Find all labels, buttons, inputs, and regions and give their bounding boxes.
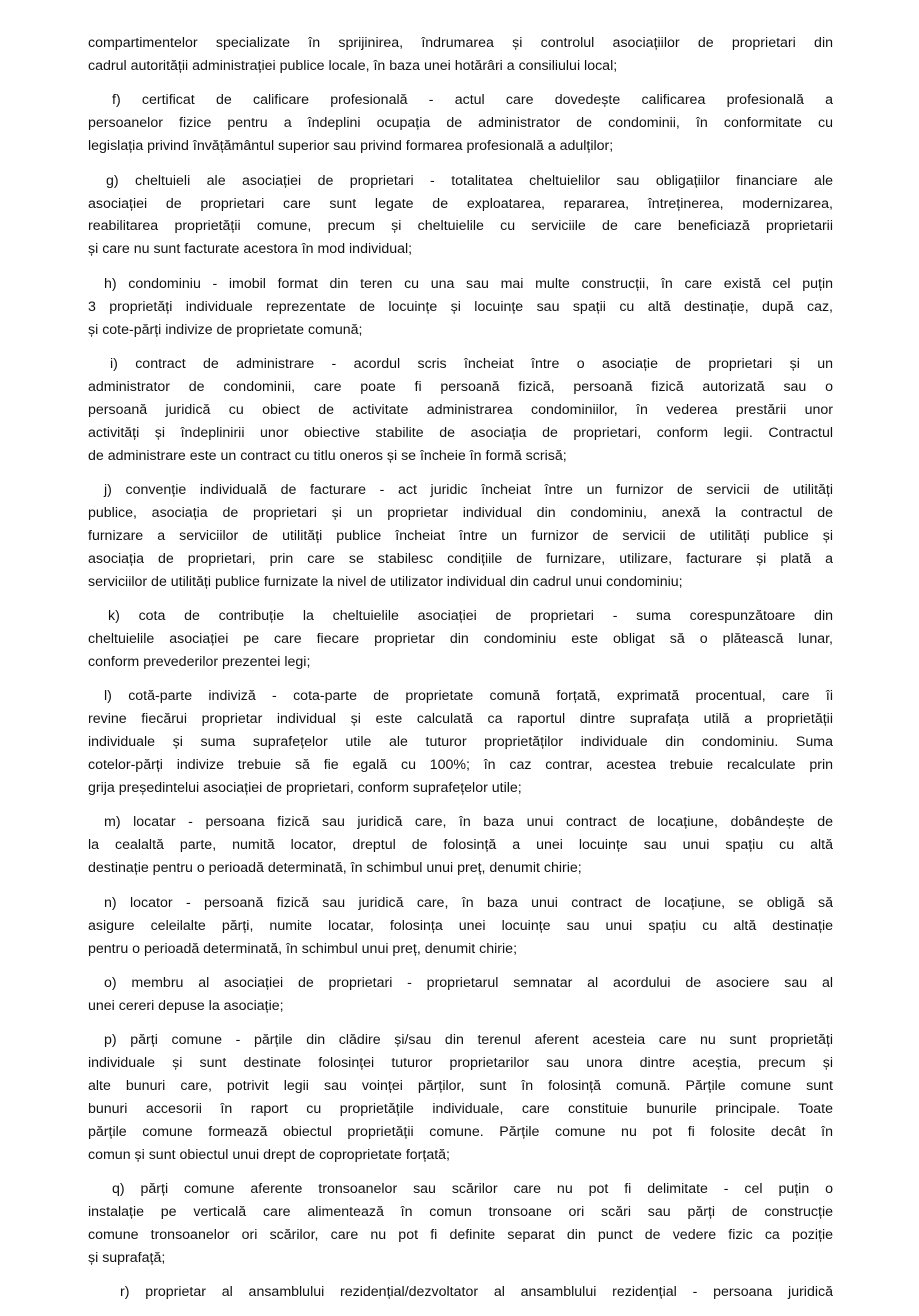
text-line: l) cotă-parte indiviză - cota-parte de proprietate comună forțată, exprimată procentual, care îi: [104, 688, 833, 705]
paragraph: [88, 479, 833, 593]
text-line: comun și sunt obiectul unui drept de coproprietate forțată;: [88, 1146, 450, 1163]
text-line: instalație pe verticală care alimentează în comun tronsoane ori scări sau părți de construcție: [88, 1204, 833, 1221]
paragraph: [88, 892, 833, 961]
paragraph: [88, 972, 833, 1018]
text-line: și care nu sunt facturate acestora în mod individual;: [88, 241, 413, 258]
text-line: și cote-părți indivize de proprietate comună;: [88, 321, 363, 338]
text-line: publice, asociația de proprietari și un proprietar individual din condominiu, anexă la contractul de: [88, 505, 833, 521]
paragraph: [88, 811, 833, 880]
text-line: asigure celeilalte părți, numite locatar, folosința unei locuințe sau unui spațiu cu altă destinație: [88, 917, 833, 934]
text-line: k) cota de contribuție la cheltuielile asociației de proprietari - suma corespunzătoare din: [108, 608, 833, 625]
text-line: activități și îndeplinirii unor obiective stabilite de asociația de proprietari, conform legii. Contractul: [88, 424, 833, 441]
text-line: h) condominiu - imobil format din teren cu una sau mai multe construcții, în care există cel puțin: [104, 275, 833, 292]
text-line: comune tronsoanelor ori scărilor, care nu pot fi definite separat din punct de vedere fizic ca poziție: [88, 1227, 833, 1244]
text-line: grija președintelui asociației de proprietari, conform suprafețelor utile;: [88, 779, 522, 796]
text-line: și suprafață;: [88, 1249, 166, 1266]
paragraph: [88, 32, 833, 78]
text-line: furnizare a serviciilor de utilități publice încheiat între un furnizor de servicii de utilități publice și: [88, 527, 833, 544]
text-line: 3 proprietăți individuale reprezentate de locuințe și locuințe sau spații cu altă destinație, după caz,: [88, 298, 833, 315]
text-line: m) locatar - persoana fizică sau juridică care, în baza unui contract de locațiune, dobândește de: [104, 814, 833, 831]
paragraph: [88, 273, 833, 342]
paragraph: [88, 89, 833, 158]
text-line: alte bunuri care, potrivit legii sau voinței părților, sunt în folosință comună. Părțile comune sunt: [88, 1078, 833, 1095]
text-line: revine fiecărui proprietar individual și este calculată ca raportul dintre suprafața utilă a proprietății: [88, 711, 833, 728]
paragraph: [88, 605, 833, 674]
paragraph: [88, 170, 833, 262]
text-line: n) locator - persoană fizică sau juridică care, în baza unui contract de locațiune, se obligă să: [104, 894, 833, 911]
text-line: cotelor-părți indivize trebuie să fie egală cu 100%; în caz contrar, acestea trebuie recalculate prin: [88, 757, 833, 774]
document-page: [88, 32, 833, 1316]
text-line: asociația de proprietari, prin care se stabilesc condițiile de furnizare, utilizare, facturare și plată a: [88, 550, 833, 567]
text-line: destinație pentru o perioadă determinată, în schimbul unui preț, denumit chirie;: [88, 860, 582, 877]
text-line: g) cheltuieli ale asociației de proprietari - totalitatea cheltuielilor sau obligațiilor financiare ale: [106, 172, 833, 189]
text-line: reabilitarea proprietății comune, precum și cheltuielile cu serviciile de care beneficiază proprietarii: [88, 218, 833, 235]
text-line: j) convenție individuală de facturare - act juridic încheiat între un furnizor de servicii de utilități: [104, 482, 833, 499]
text-line: i) contract de administrare - acordul scris încheiat între o asociație de proprietari și un: [110, 356, 833, 373]
text-line: la cealaltă parte, numită locator, dreptul de folosință a unei locuințe sau unui spațiu cu altă: [88, 837, 833, 854]
text-line: părțile comune formează obiectul proprietății comune. Părțile comune nu pot fi folosite decât în: [88, 1123, 833, 1140]
text-line: compartimentelor specializate în sprijinirea, îndrumarea și controlul asociațiilor de proprietari din: [88, 35, 833, 51]
text-line: q) părți comune aferente tronsoanelor sau scărilor care nu pot fi delimitate - cel puțin o: [112, 1181, 833, 1198]
text-line: serviciilor de utilități publice furnizate la nivel de utilizator individual din cadrul unui condominiu;: [88, 573, 683, 590]
text-line: bunuri accesorii în raport cu proprietățile individuale, care constituie bunurile principale. Toate: [88, 1101, 833, 1118]
paragraph: [88, 685, 833, 799]
text-line: de administrare este un contract cu titlu oneros și se încheie în formă scrisă;: [88, 447, 567, 464]
text-line: individuale și suma suprafețelor utile ale tuturor proprietăților individuale din condominiu. Suma: [88, 734, 833, 751]
text-line: pentru o perioadă determinată, în schimbul unui preț, denumit chirie;: [88, 940, 518, 957]
text-line: f) certificat de calificare profesională - actul care dovedește calificarea profesională a: [112, 92, 833, 109]
paragraph: [88, 353, 833, 467]
text-line: unei cereri depuse la asociație;: [88, 997, 284, 1014]
text-line: p) părți comune - părțile din clădire și/sau din terenul aferent acesteia care nu sunt proprietăți: [104, 1032, 833, 1049]
text-line: cadrul autorității administrației publice locale, în baza unei hotărâri a consiliului local;: [88, 57, 618, 74]
text-line: individuale și sunt destinate folosinței tuturor proprietarilor sau unora dintre aceștia, precum și: [88, 1055, 833, 1072]
paragraph: [88, 1029, 833, 1166]
text-line: conform prevederilor prezentei legi;: [88, 653, 311, 670]
text-line: legislația privind învățământul superior sau privind formarea profesională a adulților;: [88, 138, 614, 155]
text-line: o) membru al asociației de proprietari - proprietarul semnatar al acordului de asociere sau al: [104, 975, 833, 991]
text-line: r) proprietar al ansamblului rezidențial/dezvoltator al ansamblului rezidențial - persoana juridică: [120, 1284, 833, 1301]
text-line: cheltuielile asociației pe care fiecare proprietar din condominiu este obligat să o plătească lunar,: [88, 631, 833, 648]
text-line: persoană juridică cu obiect de activitate administrarea condominiilor, în vederea prestării unor: [88, 401, 833, 418]
text-line: persoanelor fizice pentru a îndeplini ocupația de administrator de condominii, în conformitate cu: [88, 115, 833, 132]
text-line: administrator de condominii, care poate fi persoană fizică, persoană fizică autorizată sau o: [88, 378, 833, 395]
paragraph: [88, 1178, 833, 1270]
text-line: asociației de proprietari care sunt legate de exploatarea, repararea, întreținerea, modernizarea,: [88, 195, 833, 212]
